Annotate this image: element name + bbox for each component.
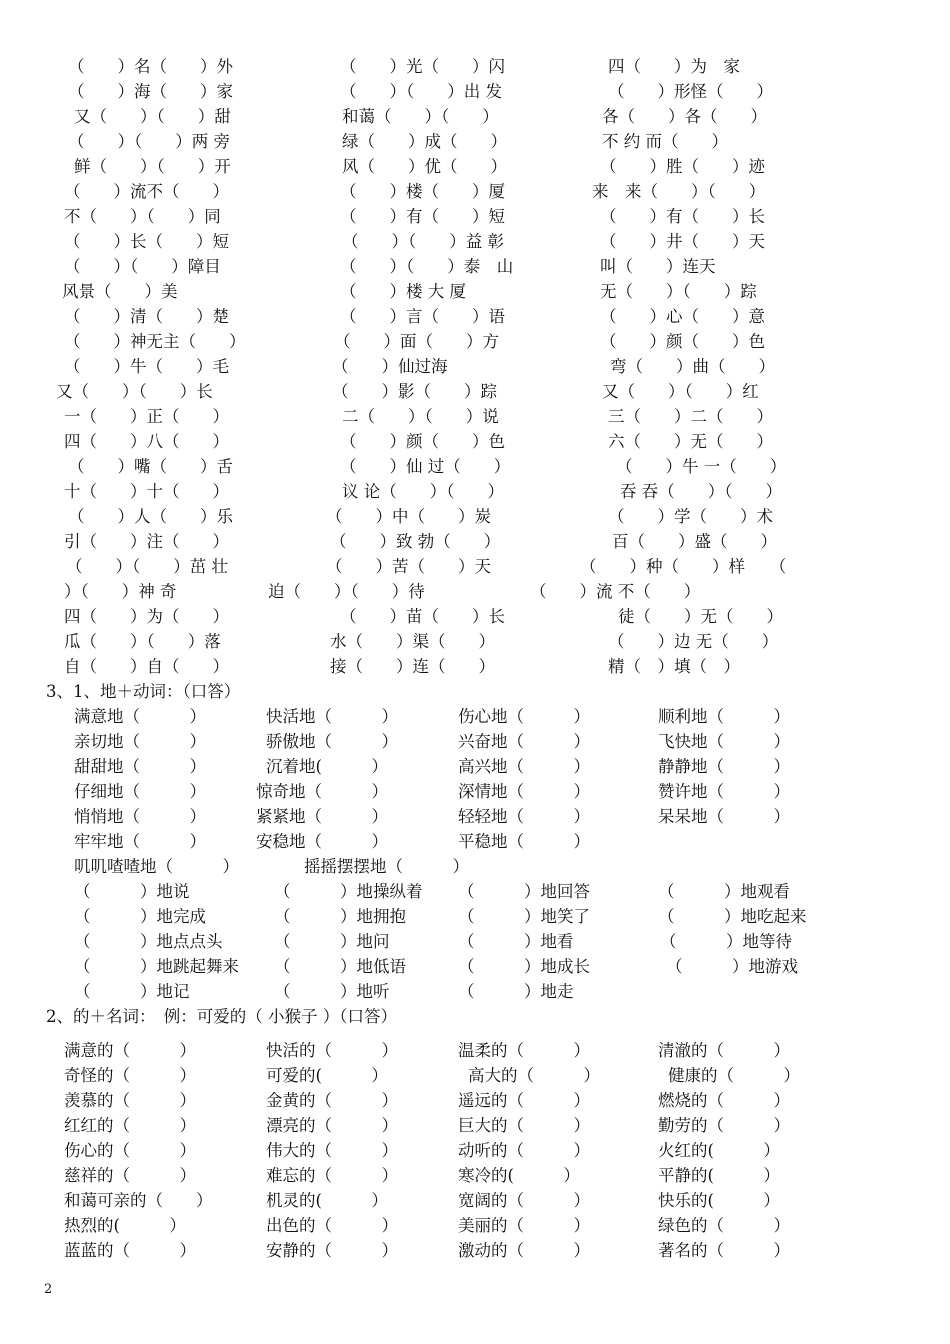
adverb-item: 深情地（ ）	[458, 782, 590, 801]
adjective-item: 著名的（ ）	[658, 1241, 790, 1260]
idiom-item: （ ）（ ）两 旁	[68, 132, 230, 151]
idiom-item: 鲜（ ）（ ）开	[74, 157, 231, 176]
adjective-item: 遥远的（ ）	[458, 1091, 590, 1110]
idiom-item: 六（ ）无（ ）	[608, 432, 773, 451]
adverb-item: 快活地（ ）	[266, 707, 398, 726]
idiom-item: （ ）种（ ）样 （	[580, 557, 787, 576]
verb-item: （ ）地走	[458, 982, 574, 1001]
idiom-item: 四（ ）为 家	[608, 57, 740, 76]
verb-item: （ ）地操纵着	[274, 882, 423, 901]
idiom-item: （ ）苗（ ）长	[340, 607, 505, 626]
adjective-item: 绿色的（ ）	[658, 1216, 790, 1235]
adjective-item: 健康的（ ）	[668, 1066, 800, 1085]
idiom-item: （ ）海（ ）家	[68, 82, 233, 101]
idiom-item: 十（ ）十（ ）	[64, 482, 229, 501]
adjective-item: 温柔的（ ）	[458, 1041, 590, 1060]
adjective-item: 平静的( ）	[658, 1166, 780, 1185]
adjective-item: 快活的（ ）	[266, 1041, 398, 1060]
verb-item: （ ）地等待	[660, 932, 792, 951]
idiom-item: （ ）颜（ ）色	[600, 332, 765, 351]
idiom-item: （ ）（ ）益 彰	[342, 232, 504, 251]
verb-item: （ ）地点点头	[74, 932, 223, 951]
idiom-item: 叫（ ）连天	[600, 257, 716, 276]
idiom-item: 四（ ）八（ ）	[64, 432, 229, 451]
adjective-item: 奇怪的（ ）	[64, 1066, 196, 1085]
idiom-item: （ ）长（ ）短	[64, 232, 229, 251]
adjective-item: 动听的（ ）	[458, 1141, 590, 1160]
idiom-item: （ ）仙 过（ ）	[340, 457, 511, 476]
adverb-item: 平稳地（ ）	[458, 832, 590, 851]
verb-item: （ ）地低语	[274, 957, 406, 976]
verb-item: （ ）地成长	[458, 957, 590, 976]
adverb-item: 叽叽喳喳地（ ）	[74, 857, 239, 876]
adverb-item: 呆呆地（ ）	[658, 807, 790, 826]
adjective-item: 寒冷的( ）	[458, 1166, 580, 1185]
verb-item: （ ）地听	[274, 982, 390, 1001]
verb-item: （ ）地记	[74, 982, 190, 1001]
adjective-item: 漂亮的（ ）	[266, 1116, 398, 1135]
adjective-item: 热烈的( ）	[64, 1216, 186, 1235]
adjective-item: 出色的（ ）	[266, 1216, 398, 1235]
adverb-item: 轻轻地（ ）	[458, 807, 590, 826]
idiom-item: 风景（ ）美	[62, 282, 178, 301]
adverb-item: 飞快地（ ）	[658, 732, 790, 751]
idiom-item: （ ）影（ ）踪	[332, 382, 497, 401]
idiom-item: ）（ ）神 奇	[64, 582, 177, 601]
adverb-item: 静静地（ ）	[658, 757, 790, 776]
adjective-item: 宽阔的（ ）	[458, 1191, 590, 1210]
adverb-item: 仔细地（ ）	[74, 782, 206, 801]
idiom-item: （ ）楼（ ）厦	[340, 182, 505, 201]
idiom-item: 吞 吞（ ）（ ）	[620, 482, 782, 501]
idiom-item: （ ）心（ ）意	[600, 307, 765, 326]
verb-item: （ ）地回答	[458, 882, 590, 901]
idiom-item: （ ）言（ ）语	[340, 307, 505, 326]
idiom-item: （ ）学（ ）术	[608, 507, 773, 526]
idiom-item: （ ）有（ ）长	[600, 207, 765, 226]
idiom-item: （ ）边 无（ ）	[608, 632, 779, 651]
adjective-item: 快乐的( ）	[658, 1191, 780, 1210]
adjective-item: 满意的（ ）	[64, 1041, 196, 1060]
idiom-item: 瓜（ ）（ ）落	[64, 632, 221, 651]
adverb-item: 伤心地（ ）	[458, 707, 590, 726]
adjective-item: 火红的( ）	[658, 1141, 780, 1160]
adverb-item: 甜甜地（ ）	[74, 757, 206, 776]
idiom-item: 二（ ）（ ）说	[342, 407, 499, 426]
adjective-item: 燃烧的（ ）	[658, 1091, 790, 1110]
adverb-item: 亲切地（ ）	[74, 732, 206, 751]
idiom-item: （ ）面（ ）方	[334, 332, 499, 351]
adverb-item: 紧紧地（ ）	[256, 807, 388, 826]
idiom-item: 迫（ ）（ ）待	[268, 582, 425, 601]
idiom-item: （ ）（ ）障目	[64, 257, 221, 276]
adjective-item: 安静的（ ）	[266, 1241, 398, 1260]
idiom-item: 风（ ）优（ ）	[342, 157, 507, 176]
idiom-item: 议 论（ ）（ ）	[342, 482, 504, 501]
verb-item: （ ）地看	[458, 932, 574, 951]
idiom-item: 不（ ）（ ）同	[64, 207, 221, 226]
verb-item: （ ）地吃起来	[658, 907, 807, 926]
page-number: 2	[44, 1282, 53, 1297]
adverb-item: 顺利地（ ）	[658, 707, 790, 726]
adjective-item: 难忘的（ ）	[266, 1166, 398, 1185]
idiom-item: 一（ ）正（ ）	[64, 407, 229, 426]
idiom-item: （ ）（ ）出 发	[340, 82, 502, 101]
idiom-item: （ ）（ ）泰 山	[340, 257, 514, 276]
adverb-item: 赞许地（ ）	[658, 782, 790, 801]
idiom-item: 不 约 而（ ）	[602, 132, 728, 151]
idiom-item: 各（ ）各（ ）	[602, 107, 767, 126]
verb-item: （ ）地问	[274, 932, 390, 951]
idiom-item: （ ）牛 一（ ）	[616, 457, 787, 476]
adverb-item: 惊奇地（ ）	[256, 782, 388, 801]
idiom-item: （ ）清（ ）楚	[64, 307, 229, 326]
idiom-item: （ ）致 勃（ ）	[330, 532, 501, 551]
adjective-item: 清澈的（ ）	[658, 1041, 790, 1060]
idiom-item: （ ）神无主（ ）	[64, 332, 246, 351]
adjective-item: 伤心的（ ）	[64, 1141, 196, 1160]
adverb-item: 满意地（ ）	[74, 707, 206, 726]
idiom-item: 绿（ ）成（ ）	[342, 132, 507, 151]
adjective-item: 激动的（ ）	[458, 1241, 590, 1260]
idiom-item: （ ）仙过海	[332, 357, 448, 376]
verb-item: （ ）地说	[74, 882, 190, 901]
adverb-item: 摇摇摆摆地（ ）	[304, 857, 469, 876]
idiom-item: （ ）胜（ ）迹	[600, 157, 765, 176]
section3-heading: 3、1、地＋动词：（口答）	[46, 682, 241, 701]
idiom-item: （ ）流 不（ ）	[530, 582, 701, 601]
idiom-item: 又（ ）（ ）红	[602, 382, 759, 401]
idiom-item: 精（ ）填（ ）	[608, 657, 740, 676]
adjective-item: 巨大的（ ）	[458, 1116, 590, 1135]
adjective-item: 金黄的（ ）	[266, 1091, 398, 1110]
adverb-item: 牢牢地（ ）	[74, 832, 206, 851]
idiom-item: 又（ ）（ ）甜	[74, 107, 231, 126]
adverb-item: 安稳地（ ）	[256, 832, 388, 851]
idiom-item: （ ）有（ ）短	[340, 207, 505, 226]
idiom-item: （ ）苦（ ）天	[326, 557, 491, 576]
idiom-item: 三（ ）二（ ）	[608, 407, 773, 426]
adjective-item: 勤劳的（ ）	[658, 1116, 790, 1135]
idiom-item: （ ）名（ ）外	[68, 57, 233, 76]
verb-item: （ ）地笑了	[458, 907, 590, 926]
idiom-item: 水（ ）渠（ ）	[330, 632, 495, 651]
adjective-item: 和蔼可亲的（ ）	[64, 1191, 213, 1210]
idiom-item: 百（ ）盛（ ）	[612, 532, 777, 551]
idiom-item: 又（ ）（ ）长	[56, 382, 213, 401]
idiom-item: 和蔼（ ）（ ）	[342, 107, 499, 126]
idiom-item: 无（ ）（ ）踪	[600, 282, 757, 301]
idiom-item: 弯（ ）曲（ ）	[610, 357, 775, 376]
adverb-item: 高兴地（ ）	[458, 757, 590, 776]
adjective-item: 可爱的( ）	[266, 1066, 388, 1085]
idiom-item: （ ）嘴（ ）舌	[68, 457, 233, 476]
idiom-item: （ ）牛（ ）毛	[64, 357, 229, 376]
idiom-item: （ ）形怪（ ）	[608, 82, 773, 101]
section2-heading: 2、的＋名词： 例：可爱的（ 小猴子 ）（口答）	[46, 1007, 397, 1026]
adjective-item: 高大的（ ）	[468, 1066, 600, 1085]
idiom-item: 徒（ ）无（ ）	[618, 607, 783, 626]
verb-item: （ ）地拥抱	[274, 907, 406, 926]
adjective-item: 蓝蓝的（ ）	[64, 1241, 196, 1260]
adjective-item: 羡慕的（ ）	[64, 1091, 196, 1110]
idiom-item: （ ）（ ）茁 壮	[66, 557, 228, 576]
verb-item: （ ）地观看	[658, 882, 790, 901]
idiom-item: （ ）楼 大 厦	[340, 282, 466, 301]
adverb-item: 沉着地( ）	[266, 757, 388, 776]
adverb-item: 骄傲地（ ）	[266, 732, 398, 751]
adverb-item: 悄悄地（ ）	[74, 807, 206, 826]
verb-item: （ ）地跳起舞来	[74, 957, 239, 976]
adjective-item: 伟大的（ ）	[266, 1141, 398, 1160]
idiom-item: 四（ ）为（ ）	[64, 607, 229, 626]
idiom-item: （ ）井（ ）天	[600, 232, 765, 251]
adjective-item: 慈祥的（ ）	[64, 1166, 196, 1185]
adverb-item: 兴奋地（ ）	[458, 732, 590, 751]
idiom-item: （ ）中（ ）炭	[326, 507, 491, 526]
idiom-item: 接（ ）连（ ）	[330, 657, 495, 676]
idiom-item: 自（ ）自（ ）	[64, 657, 229, 676]
idiom-item: （ ）流不（ ）	[64, 182, 229, 201]
idiom-item: （ ）人（ ）乐	[68, 507, 233, 526]
adjective-item: 美丽的（ ）	[458, 1216, 590, 1235]
adjective-item: 红红的（ ）	[64, 1116, 196, 1135]
idiom-item: （ ）光（ ）闪	[340, 57, 505, 76]
idiom-item: （ ）颜（ ）色	[340, 432, 505, 451]
verb-item: （ ）地游戏	[666, 957, 798, 976]
adjective-item: 机灵的( ）	[266, 1191, 388, 1210]
idiom-item: 来 来（ ）（ ）	[592, 182, 766, 201]
verb-item: （ ）地完成	[74, 907, 206, 926]
idiom-item: 引（ ）注（ ）	[64, 532, 229, 551]
